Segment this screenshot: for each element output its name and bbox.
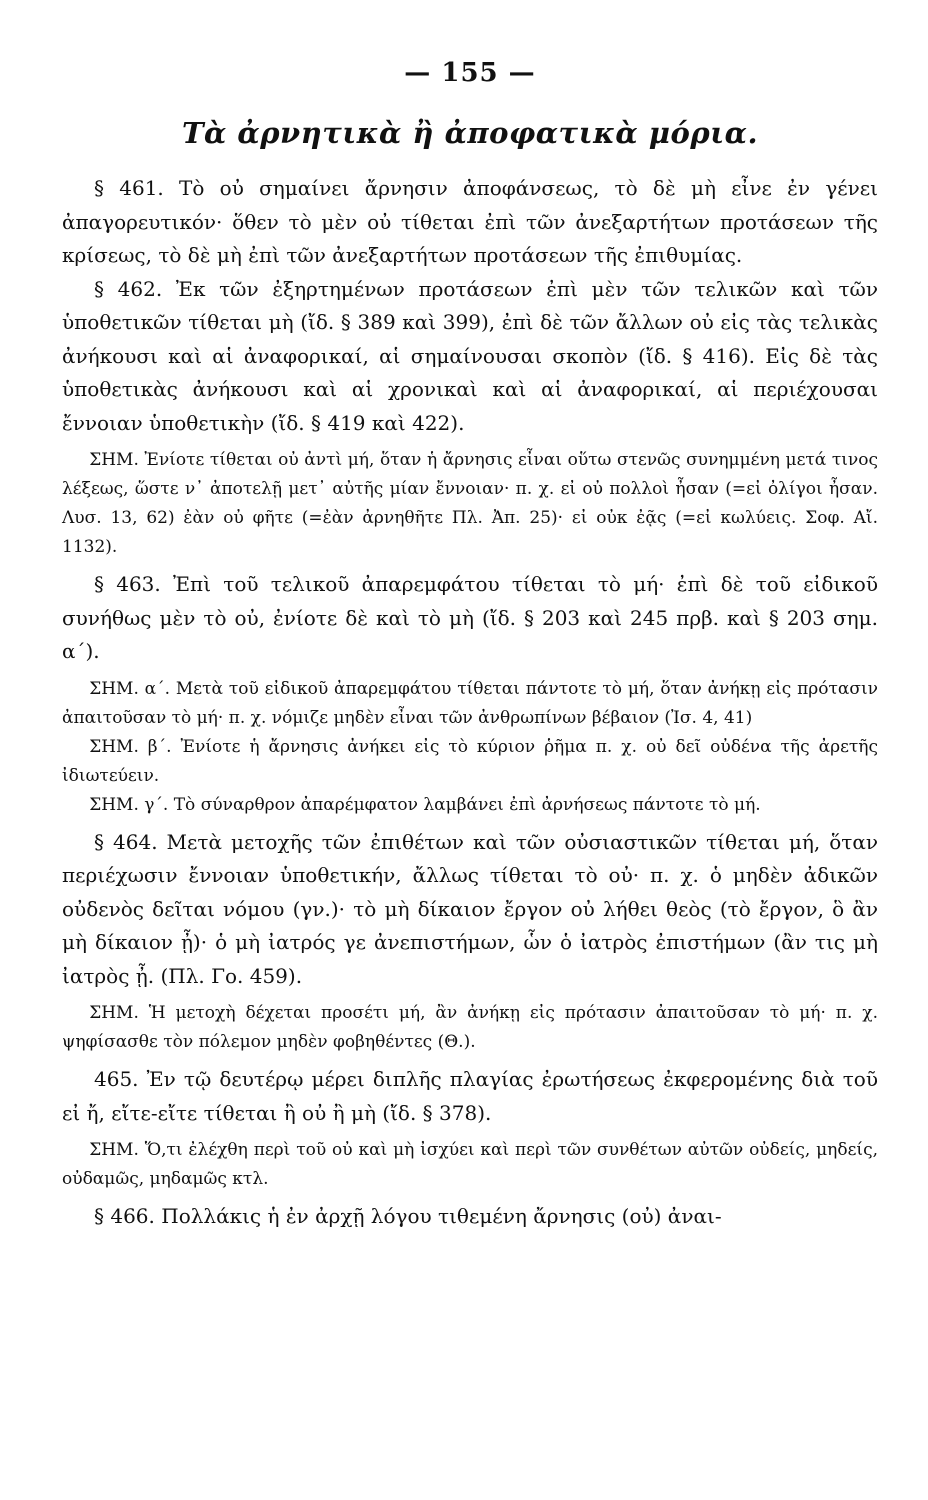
- note-463-c: ΣΗΜ. γ΄. Τὸ σύναρθρον ἀπαρέμφατον λαμβάνει ἐπὶ ἀρνήσεως πάντοτε τὸ μή.: [89, 794, 761, 815]
- note-463-b: ΣΗΜ. β΄. Ἐνίοτε ἡ ἄρνησις ἀνήκει εἰς τὸ κύριον ῥῆμα π. χ. οὐ δεῖ οὐδένα τῆς ἀρετῆς ἰδιωτεύειν.: [62, 736, 878, 786]
- paragraph-466: § 466. Πολλάκις ἡ ἐν ἀρχῇ λόγου τιθεμένη ἄρνησις (οὐ) ἀναι-: [94, 1204, 722, 1228]
- page-number: — 155 —: [404, 58, 536, 88]
- note-462: ΣΗΜ. Ἐνίοτε τίθεται οὐ ἀντὶ μή, ὅταν ἡ ἄρνησις εἶναι οὕτω στενῶς συνημμένη μετά τινος λέξεως, ὥστε ν᾽ ἀποτελῇ μετ᾽ αὐτῆς μίαν ἔννοιαν· π. χ. εἰ οὐ πολλοὶ ἦσαν (=εἰ ὀλίγοι ἦσαν. Λυσ. 13, 62) ἐὰν οὐ φῆτε (=ἐὰν ἀρνηθῆτε Πλ. Ἀπ. 25)· εἰ οὐκ ἐᾷς (=εἰ κωλύεις. Σοφ. Αἴ. 1132).: [62, 450, 878, 557]
- paragraph-465: 465. Ἐν τῷ δευτέρῳ μέρει διπλῆς πλαγίας ἐρωτήσεως ἐκφερομένης διὰ τοῦ εἰ ἤ, εἴτε-εἴτε τίθεται ἢ οὐ ἢ μὴ (ἴδ. § 378).: [62, 1067, 878, 1125]
- note-463-a: ΣΗΜ. α΄. Μετὰ τοῦ εἰδικοῦ ἀπαρεμφάτου τίθεται πάντοτε τὸ μή, ὅταν ἀνήκῃ εἰς πρότασιν ἀπαιτοῦσαν τὸ μή· π. χ. νόμιζε μηδὲν εἶναι τῶν ἀνθρωπίνων βέβαιον (Ἰσ. 4, 41): [62, 678, 878, 728]
- paragraph-464: § 464. Μετὰ μετοχῆς τῶν ἐπιθέτων καὶ τῶν οὐσιαστικῶν τίθεται μή, ὅταν περιέχωσιν ἔννοιαν ὑποθετικήν, ἄλλως τίθεται τὸ οὐ· π. χ. ὁ μηδὲν ἀδικῶν οὐδενὸς δεῖται νόμου (γν.)· τὸ μὴ δίκαιον ἔργον οὐ λήθει θεὸς (τὸ ἔργον, ὃ ἂν μὴ δίκαιον ᾖ)· ὁ μὴ ἰατρός γε ἀνεπιστήμων, ὧν ὁ ἰατρὸς ἐπιστήμων (ἂν τις μὴ ἰατρὸς ᾖ. (Πλ. Γο. 459).: [62, 829, 878, 988]
- note-464: ΣΗΜ. Ἡ μετοχὴ δέχεται προσέτι μή, ἂν ἀνήκῃ εἰς πρότασιν ἀπαιτοῦσαν τὸ μή· π. χ. ψηφίσασθε τὸν πόλεμον μηδὲν φοβηθέντες (Θ.).: [62, 1003, 878, 1052]
- book-page: [62, 58, 878, 1458]
- paragraph-463: § 463. Ἐπὶ τοῦ τελικοῦ ἀπαρεμφάτου τίθεται τὸ μή· ἐπὶ δὲ τοῦ εἰδικοῦ συνήθως μὲν τὸ οὐ, ἐνίοτε δὲ καὶ τὸ μὴ (ἴδ. § 203 καὶ 245 πρβ. καὶ § 203 σημ. α΄).: [62, 572, 878, 663]
- paragraph-461: § 461. Τὸ οὐ σημαίνει ἄρνησιν ἀποφάνσεως, τὸ δὲ μὴ εἶνε ἐν γένει ἀπαγορευτικόν· ὅθεν τὸ μὲν οὐ τίθεται ἐπὶ τῶν ἀνεξαρτήτων προτάσεων τῆς κρίσεως, τὸ δὲ μὴ ἐπὶ τῶν ἀνεξαρτήτων προτάσεων τῆς ἐπιθυμίας.: [62, 176, 878, 267]
- paragraph-462: § 462. Ἐκ τῶν ἐξηρτημένων προτάσεων ἐπὶ μὲν τῶν τελικῶν καὶ τῶν ὑποθετικῶν τίθεται μὴ (ἴδ. § 389 καὶ 399), ἐπὶ δὲ τῶν ἄλλων οὐ εἰς τὰς τελικὰς ἀνήκουσι καὶ αἱ ἀναφορικαί, αἱ σημαίνουσαι σκοπὸν (ἴδ. § 416). Εἰς δὲ τὰς ὑποθετικὰς ἀνήκουσι καὶ αἱ χρονικαὶ καὶ αἱ ἀναφορικαί, αἱ περιέχουσαι ἔννοιαν ὑποθετικὴν (ἴδ. § 419 καὶ 422).: [62, 276, 878, 435]
- note-465: ΣΗΜ. Ὅ,τι ἐλέχθη περὶ τοῦ οὐ καὶ μὴ ἰσχύει καὶ περὶ τῶν συνθέτων αὐτῶν οὐδείς, μηδείς, οὐδαμῶς, μηδαμῶς κτλ.: [62, 1140, 878, 1189]
- section-title: Τὰ ἀρνητικὰ ἢ ἀποφατικὰ μόρια.: [181, 116, 759, 150]
